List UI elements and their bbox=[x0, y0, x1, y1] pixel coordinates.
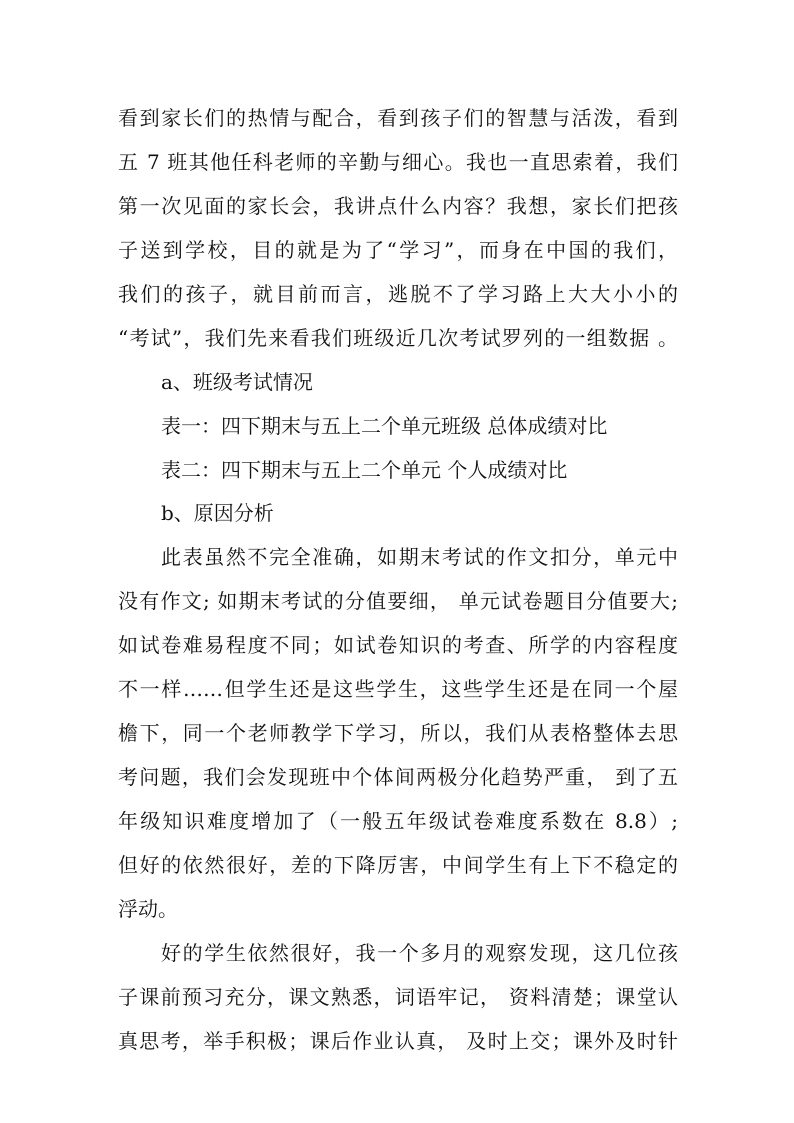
table-caption-2: 表二：四下期末与五上二个单元 个人成绩对比 bbox=[161, 458, 568, 482]
paragraph-line: 子课前预习充分，课文熟悉，词语牢记， 资料清楚；课堂认 bbox=[118, 985, 678, 1009]
paragraph-line: 考问题，我们会发现班中个体间两极分化趋势严重， 到了五 bbox=[118, 765, 678, 789]
paragraph-line: 但好的依然很好，差的下降厉害，中间学生有上下不稳定的 bbox=[118, 853, 678, 877]
paragraph-line: 我们的孩子，就目前而言，逃脱不了学习路上大大小小的 bbox=[118, 282, 678, 306]
paragraph-line: 没有作文; 如期末考试的分值要细， 单元试卷题目分值要大; bbox=[118, 589, 678, 613]
paragraph-line: 不一样……但学生还是这些学生，这些学生还是在同一个屋 bbox=[118, 677, 678, 701]
paragraph-line: 如试卷难易程度不同；如试卷知识的考查、所学的内容程度 bbox=[118, 633, 678, 657]
paragraph-line: “考试”，我们先来看我们班级近几次考试罗列的一组数据 。 bbox=[118, 326, 678, 350]
paragraph-line: 看到家长们的热情与配合，看到孩子们的智慧与活泼，看到 bbox=[118, 106, 678, 130]
paragraph-line: 真思考，举手积极；课后作业认真， 及时上交；课外及时针 bbox=[118, 1029, 678, 1053]
paragraph-line: 第一次见面的家长会，我讲点什么内容？我想，家长们把孩 bbox=[118, 194, 678, 218]
table-caption-1: 表一：四下期末与五上二个单元班级 总体成绩对比 bbox=[161, 414, 608, 438]
paragraph-line: 浮动。 bbox=[118, 897, 178, 921]
paragraph-line: 檐下，同一个老师教学下学习，所以，我们从表格整体去思 bbox=[118, 721, 678, 745]
paragraph-line: 此表虽然不完全准确，如期末考试的作文扣分，单元中 bbox=[161, 545, 678, 569]
paragraph-line: 年级知识难度增加了（一般五年级试卷难度系数在 8.8）; bbox=[118, 809, 678, 833]
paragraph-line: 五 7 班其他任科老师的辛勤与细心。我也一直思索着，我们 bbox=[118, 150, 678, 174]
section-heading-a: a、班级考试情况 bbox=[161, 370, 313, 394]
paragraph-line: 子送到学校，目的就是为了“学习”，而身在中国的我们， bbox=[118, 238, 678, 262]
section-heading-b: b、原因分析 bbox=[161, 501, 274, 525]
paragraph-line: 好的学生依然很好，我一个多月的观察发现，这几位孩 bbox=[161, 941, 678, 965]
